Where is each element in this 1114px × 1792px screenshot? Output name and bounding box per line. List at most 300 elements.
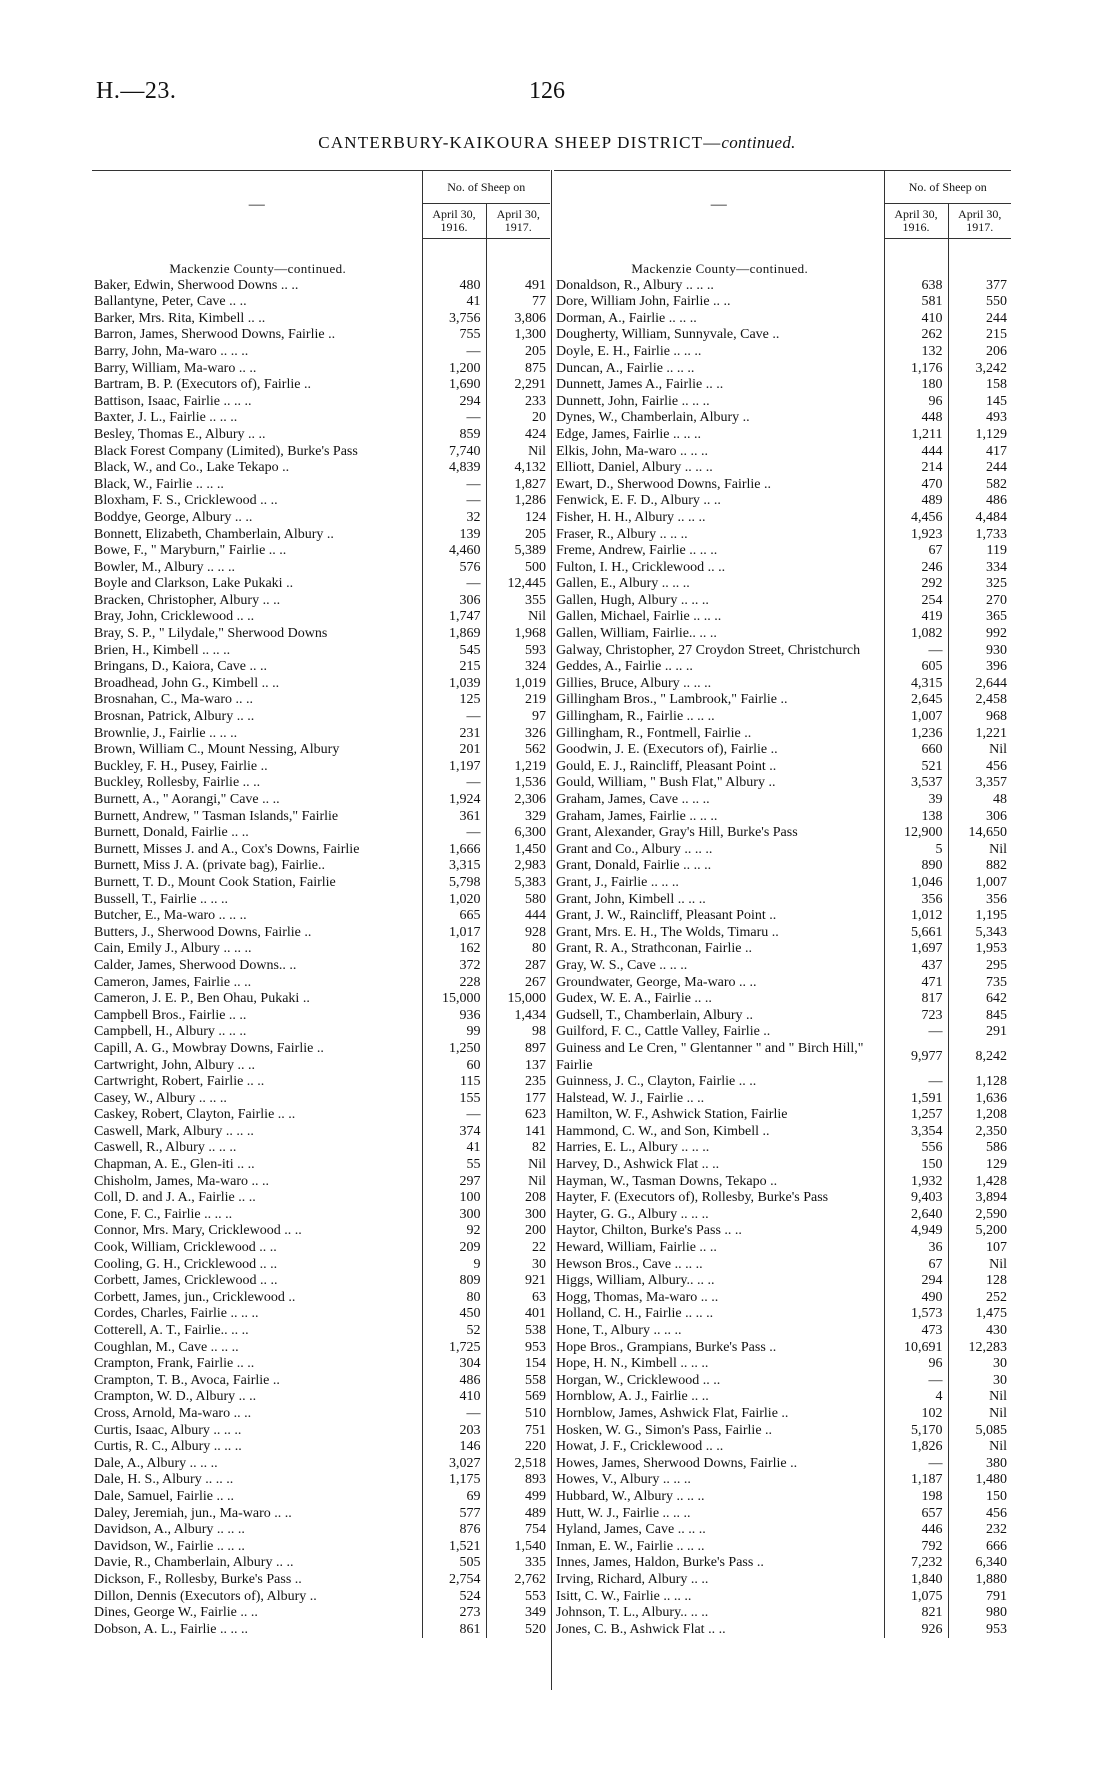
sheep-1917: 267 [486,975,550,992]
entry-name: Dale, Samuel, Fairlie .. .. [94,1488,234,1504]
sheep-1917: 1,733 [948,527,1011,544]
table-row [92,593,550,610]
year-1916-header: April 30, 1916. [422,204,486,239]
sheep-1916: 1,211 [884,427,948,444]
sheep-1917: 329 [486,809,550,826]
entry-name: Barry, William, Ma-waro .. .. [94,360,257,376]
entry-name: Black Forest Company (Limited), Burke's Pass [94,443,358,459]
sheep-1916: 1,725 [422,1340,486,1357]
entry-name: Jones, C. B., Ashwick Flat .. .. [556,1621,726,1637]
sheep-1917: 220 [486,1439,550,1456]
sheep-1917: 500 [486,560,550,577]
entry-name: Harries, E. L., Albury .. .. .. [556,1140,710,1156]
sheep-1917: 1,953 [948,941,1011,958]
name-column-header: — [554,171,884,239]
entry-name: Hammond, C. W., and Son, Kimbell .. [556,1123,770,1139]
table-row [554,294,1011,311]
sheep-1916: 214 [884,460,948,477]
sheep-1917: 200 [486,1223,550,1240]
sheep-1917: 980 [948,1605,1011,1622]
sheep-1916: 138 [884,809,948,826]
table-row [554,726,1011,743]
entry-name: Doyle, E. H., Fairlie .. .. .. [556,343,702,359]
table-row [554,1257,1011,1274]
table-row [554,477,1011,494]
entry-name: Gould, E. J., Raincliff, Pleasant Point .. [556,758,777,774]
sheep-1916: 1,017 [422,925,486,942]
sheep-1917: 1,636 [948,1091,1011,1108]
sheep-1916: 39 [884,792,948,809]
sheep-1916: 1,082 [884,626,948,643]
sheep-1917: 98 [486,1024,550,1041]
table-row [92,609,550,626]
sheep-1916: — [422,493,486,510]
entry-name: Grant, R. A., Strathconan, Fairlie .. [556,941,752,957]
table-row [92,775,550,792]
table-row [554,576,1011,593]
sheep-1917: 953 [486,1340,550,1357]
table-row [92,1589,550,1606]
sheep-1916: — [884,1456,948,1473]
sheep-1916: 115 [422,1074,486,1091]
entry-name: Groundwater, George, Ma-waro .. .. [556,974,757,990]
sheep-1916: 15,000 [422,991,486,1008]
entry-name: Dore, William John, Fairlie .. .. [556,294,731,310]
table-row [92,1356,550,1373]
entry-name: Hosken, W. G., Simon's Pass, Fairlie .. [556,1422,773,1438]
sheep-1916: 2,640 [884,1207,948,1224]
entry-name: Fraser, R., Albury .. .. .. [556,526,688,542]
entry-name: Butters, J., Sherwood Downs, Fairlie .. [94,924,312,940]
sheep-1917: 97 [486,709,550,726]
sheep-1917: Nil [486,1157,550,1174]
sheep-1916: 473 [884,1323,948,1340]
table-row [554,1489,1011,1506]
sheep-1917: 63 [486,1290,550,1307]
table-row [554,759,1011,776]
sheep-1917: 291 [948,1024,1011,1041]
sheep-1917: 124 [486,510,550,527]
sheep-1917: 30 [948,1373,1011,1390]
table-row [554,1605,1011,1622]
sheep-1917: 493 [948,410,1011,427]
entry-name: Cotterell, A. T., Fairlie.. .. .. [94,1323,249,1338]
sheep-1916: 524 [422,1589,486,1606]
sheep-1917: 1,208 [948,1107,1011,1124]
entry-name: Irving, Richard, Albury .. .. [556,1571,709,1587]
table-row [92,1273,550,1290]
sheep-1916: 1,747 [422,609,486,626]
sheep-1916: 926 [884,1622,948,1639]
sheep-1917: 553 [486,1589,550,1606]
sheep-1916: 215 [422,659,486,676]
table-row [92,1174,550,1191]
entry-name: Campbell, H., Albury .. .. .. [94,1024,247,1040]
entry-name: Dillon, Dennis (Executors of), Albury .. [94,1588,317,1604]
entry-name: Besley, Thomas E., Albury .. .. [94,426,266,442]
name-column-header: — [92,171,422,239]
sheep-1917: 491 [486,278,550,295]
sheep-1917: 2,458 [948,692,1011,709]
entry-name: Crampton, Frank, Fairlie .. .. [94,1356,255,1372]
table-row [92,792,550,809]
table-row [554,609,1011,626]
sheep-table-left [92,170,550,1638]
sheep-1916: 254 [884,593,948,610]
entry-name: Bringans, D., Kaiora, Cave .. .. [94,659,268,675]
entry-name: Graham, James, Fairlie .. .. .. [556,808,718,824]
entry-name: Dunnett, James A., Fairlie .. .. [556,377,724,393]
sheep-1916: 356 [884,892,948,909]
sheep-1917: 538 [486,1323,550,1340]
sheep-1917: 365 [948,609,1011,626]
entry-name: Corbett, James, Cricklewood .. .. [94,1273,278,1289]
table-row [92,1074,550,1091]
entry-name: Heward, William, Fairlie .. .. [556,1240,717,1256]
sheep-1917: 1,007 [948,875,1011,892]
entry-name: Grant, J. W., Raincliff, Pleasant Point .. [556,908,777,924]
sheep-1917: Nil [948,1389,1011,1406]
sheep-1916: — [422,344,486,361]
table-row [92,278,550,295]
entry-name: Goodwin, J. E. (Executors of), Fairlie .. [556,742,778,758]
entry-name: Hone, T., Albury .. .. .. [556,1323,682,1338]
sheep-1917: Nil [486,609,550,626]
entry-name: Cordes, Charles, Fairlie .. .. .. [94,1306,259,1322]
entry-name: Bracken, Christopher, Albury .. .. [94,592,281,608]
table-row [554,1356,1011,1373]
sheep-1917: 137 [486,1058,550,1075]
table-row [92,692,550,709]
sheep-1916: 262 [884,327,948,344]
sheep-1917: 2,762 [486,1572,550,1589]
table-row [554,1157,1011,1174]
entry-name: Curtis, R. C., Albury .. .. .. [94,1439,242,1455]
entry-name: Hyland, James, Cave .. .. .. [556,1522,706,1538]
table-row [554,1124,1011,1141]
sheep-1917: 3,806 [486,311,550,328]
table-row [554,1008,1011,1025]
sheep-1917: 12,445 [486,576,550,593]
table-row [554,692,1011,709]
sheep-1916: 505 [422,1555,486,1572]
sheep-1916: 374 [422,1124,486,1141]
sheep-1917: 3,242 [948,361,1011,378]
entry-name: Davidson, W., Fairlie .. .. .. [94,1538,245,1554]
entry-name: Gillingham, R., Fontmell, Fairlie .. [556,725,752,741]
sheep-1916: 1,932 [884,1174,948,1191]
sheep-1916: 3,315 [422,858,486,875]
sheep-1916: — [422,1107,486,1124]
entry-name: Grant, J., Fairlie .. .. .. [556,874,679,890]
table-row [92,1240,550,1257]
entry-name: Coughlan, M., Cave .. .. .. [94,1339,239,1355]
table-row [554,527,1011,544]
table-row [554,1306,1011,1323]
sheep-1916: 361 [422,809,486,826]
entry-name: Bowler, M., Albury .. .. .. [94,559,235,575]
entry-name: Grant, Mrs. E. H., The Wolds, Timaru .. [556,924,779,940]
entry-name: Boyle and Clarkson, Lake Pukaki .. [94,576,294,592]
entry-name: Burnett, Misses J. and A., Cox's Downs, Fairlie [94,841,360,857]
sheep-1917: 882 [948,858,1011,875]
entry-name: Dobson, A. L., Fairlie .. .. .. [94,1621,248,1637]
sheep-1916: 67 [884,543,948,560]
sheep-1917: 751 [486,1423,550,1440]
entry-name: Cooling, G. H., Cricklewood .. .. [94,1256,278,1272]
sheep-1917: 558 [486,1373,550,1390]
sheep-1916: 1,020 [422,892,486,909]
table-row [554,643,1011,660]
table-row [92,958,550,975]
sheep-1916: 521 [884,759,948,776]
table-row [554,958,1011,975]
entry-name: Inman, E. W., Fairlie .. .. .. [556,1538,705,1554]
entry-name: Barker, Mrs. Rita, Kimbell .. .. [94,310,266,326]
entry-name: Grant, Donald, Fairlie .. .. .. [556,858,712,874]
entry-name: Grant, Alexander, Gray's Hill, Burke's Pass [556,825,798,841]
sheep-1917: 893 [486,1472,550,1489]
entry-name: Guinness, J. C., Clayton, Fairlie .. .. [556,1074,757,1090]
sheep-1916: — [884,643,948,660]
table-row [92,1157,550,1174]
sheep-1917: 875 [486,361,550,378]
table-row [92,858,550,875]
sheep-1917: 2,350 [948,1124,1011,1141]
sheep-1916: 304 [422,1356,486,1373]
sheep-1916: 2,754 [422,1572,486,1589]
table-row [554,975,1011,992]
entry-name: Dines, George W., Fairlie .. .. [94,1605,258,1621]
sheep-1917: 235 [486,1074,550,1091]
table-row [554,1041,1011,1074]
sheep-1917: 1,540 [486,1539,550,1556]
sheep-1916: 1,257 [884,1107,948,1124]
sheep-1916: 657 [884,1506,948,1523]
sheep-1917: 80 [486,941,550,958]
entry-name: Donaldson, R., Albury .. .. .. [556,277,714,293]
sheep-1916: 5,661 [884,925,948,942]
table-row [92,875,550,892]
entry-name: Elliott, Daniel, Albury .. .. .. [556,460,713,476]
entry-name: Grant, John, Kimbell .. .. .. [556,891,706,907]
sheep-1917: Nil [486,444,550,461]
sheep-1917: 921 [486,1273,550,1290]
entry-name: Hubbard, W., Albury .. .. .. [556,1488,705,1504]
sheep-1917: Nil [486,1174,550,1191]
sheep-1916: 936 [422,1008,486,1025]
sheep-1916: — [422,576,486,593]
sheep-1916: 1,591 [884,1091,948,1108]
sheep-1916: 861 [422,1622,486,1639]
entry-name: Brownlie, J., Fairlie .. .. .. [94,725,238,741]
sheep-1917: 145 [948,394,1011,411]
table-row [554,361,1011,378]
sheep-1916: 1,012 [884,908,948,925]
sheep-1917: 355 [486,593,550,610]
sheep-1917: Nil [948,1257,1011,1274]
table-row [92,1423,550,1440]
sheep-1917: 1,286 [486,493,550,510]
sheep-1916: 203 [422,1423,486,1440]
year-1917-header: April 30, 1917. [948,204,1011,239]
sheep-1917: 2,518 [486,1456,550,1473]
table-row [92,493,550,510]
sheep-1917: 623 [486,1107,550,1124]
sheep-1917: 666 [948,1539,1011,1556]
sheep-1916: 1,869 [422,626,486,643]
entry-name: Hewson Bros., Cave .. .. .. [556,1256,703,1272]
sheep-1916: 809 [422,1273,486,1290]
sheep-1916: 146 [422,1439,486,1456]
entry-name: Grant and Co., Albury .. .. .. [556,841,713,857]
table-row [92,1572,550,1589]
sheep-1916: 100 [422,1190,486,1207]
table-row [92,643,550,660]
table-row [554,1091,1011,1108]
table-row [554,1240,1011,1257]
sheep-1916: 1,521 [422,1539,486,1556]
sheep-1917: 2,306 [486,792,550,809]
table-row [92,460,550,477]
sheep-1917: 233 [486,394,550,411]
sheep-1916: 1,924 [422,792,486,809]
table-row [92,1456,550,1473]
entry-name: Geddes, A., Fairlie .. .. .. [556,659,693,675]
table-row [554,1423,1011,1440]
sheep-1916: 41 [422,1140,486,1157]
table-row [92,759,550,776]
sheep-1916: 410 [422,1389,486,1406]
entry-name: Cook, William, Cricklewood .. .. [94,1240,277,1256]
table-row [554,1456,1011,1473]
sheep-1916: 755 [422,327,486,344]
entry-name: Howes, James, Sherwood Downs, Fairlie .. [556,1455,798,1471]
sheep-1917: 232 [948,1522,1011,1539]
sheep-1916: 125 [422,692,486,709]
sheep-1917: 215 [948,327,1011,344]
sheep-1917: Nil [948,842,1011,859]
table-row [554,1340,1011,1357]
sheep-1916: 5 [884,842,948,859]
sheep-1916: 372 [422,958,486,975]
sheep-1917: 3,357 [948,775,1011,792]
sheep-1917: 430 [948,1323,1011,1340]
table-row [554,1140,1011,1157]
table-row [92,311,550,328]
sheep-1916: 876 [422,1522,486,1539]
sheep-1917: 930 [948,643,1011,660]
table-row [92,726,550,743]
entry-name: Casey, W., Albury .. .. .. [94,1090,227,1106]
table-row [92,1257,550,1274]
sheep-1917: 15,000 [486,991,550,1008]
sheep-1917: 1,221 [948,726,1011,743]
table-row [92,1091,550,1108]
table-row [92,294,550,311]
table-row [554,1223,1011,1240]
entry-name: Dunnett, John, Fairlie .. .. .. [556,393,710,409]
sheep-1916: 410 [884,311,948,328]
sheep-1916: 209 [422,1240,486,1257]
entry-name: Ewart, D., Sherwood Downs, Fairlie .. [556,476,772,492]
table-row [554,1555,1011,1572]
sheep-1916: 545 [422,643,486,660]
entry-name: Dynes, W., Chamberlain, Albury .. [556,410,750,426]
sheep-1916: — [884,1074,948,1091]
sheep-1916: 201 [422,742,486,759]
entry-name: Ballantyne, Peter, Cave .. .. [94,294,247,310]
table-row [92,1489,550,1506]
entry-name: Bray, S. P., " Lilydale," Sherwood Downs [94,626,328,642]
entry-name: Chapman, A. E., Glen-iti .. .. [94,1157,255,1173]
sheep-1916: 890 [884,858,948,875]
table-row [554,925,1011,942]
entry-name: Burnett, T. D., Mount Cook Station, Fairlie [94,874,336,890]
left-column [92,170,550,1638]
sheep-1916: 471 [884,975,948,992]
sheep-1917: 1,300 [486,327,550,344]
table-row [554,1472,1011,1489]
entry-name: Gudex, W. E. A., Fairlie .. .. [556,991,712,1007]
sheep-1916: 99 [422,1024,486,1041]
entry-name: Brosnahan, C., Ma-waro .. .. [94,692,254,708]
entry-name: Coll, D. and J. A., Fairlie .. .. [94,1190,256,1206]
entry-name: Gallen, Hugh, Albury .. .. .. [556,592,709,608]
table-row [554,543,1011,560]
entry-name: Hornblow, James, Ashwick Flat, Fairlie .. [556,1405,789,1421]
entry-name: Dorman, A., Fairlie .. .. .. [556,310,697,326]
entry-name: Duncan, A., Fairlie .. .. .. [556,360,695,376]
entry-name: Brosnan, Patrick, Albury .. .. [94,709,255,725]
entry-name: Burnett, Miss J. A. (private bag), Fairlie.. [94,858,325,874]
sheep-1916: 1,666 [422,842,486,859]
sheep-1916: 294 [422,394,486,411]
sheep-1917: 1,475 [948,1306,1011,1323]
entry-name: Haytor, Chilton, Burke's Pass .. .. [556,1223,742,1239]
entry-name: Burnett, A., " Aorangi," Cave .. .. [94,792,280,807]
sheep-1916: 273 [422,1605,486,1622]
table-row [92,1140,550,1157]
entry-name: Boddye, George, Albury .. .. [94,509,253,525]
sheep-1917: 1,827 [486,477,550,494]
sheep-1916: 198 [884,1489,948,1506]
sheep-1916: 446 [884,1522,948,1539]
entry-name: Gallen, E., Albury .. .. .. [556,576,690,592]
sheep-1917: 252 [948,1290,1011,1307]
sheep-1917: 335 [486,1555,550,1572]
sheep-1917: Nil [948,1406,1011,1423]
sheep-1917: 642 [948,991,1011,1008]
table-row [554,1373,1011,1390]
entry-name: Gray, W. S., Cave .. .. .. [556,957,688,973]
entry-name: Halstead, W. J., Fairlie .. .. [556,1090,705,1106]
table-row [554,1406,1011,1423]
entry-name: Gillingham Bros., " Lambrook," Fairlie .. [556,692,788,708]
table-row [554,1522,1011,1539]
sheep-1917: 1,480 [948,1472,1011,1489]
table-row [92,892,550,909]
table-row [92,1389,550,1406]
sheep-1916: 96 [884,1356,948,1373]
sheep-1917: 48 [948,792,1011,809]
sheep-1916: — [884,1024,948,1041]
sheep-1917: 208 [486,1190,550,1207]
sheep-1916: — [884,1373,948,1390]
sheep-1917: 6,300 [486,825,550,842]
sheep-1917: 206 [948,344,1011,361]
entry-name: Chisholm, James, Ma-waro .. .. [94,1173,269,1189]
